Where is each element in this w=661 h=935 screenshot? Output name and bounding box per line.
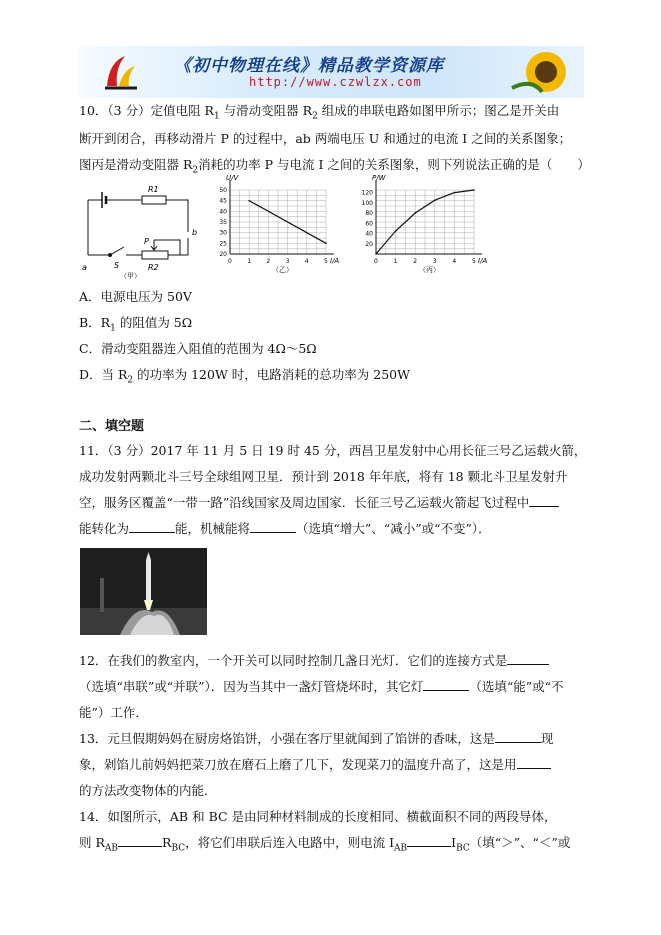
y-tick-label: 25 <box>219 240 227 248</box>
r2-label: R2 <box>148 263 159 272</box>
q12-line2: （选填“串联”或“并联”）．因为当其中一盏灯管烧坏时，其它灯 （选填“能”或“不 <box>79 679 564 694</box>
x-tick-label: 5 <box>324 258 328 265</box>
data-point <box>434 199 436 201</box>
x-tick-label: 0 <box>228 258 232 265</box>
answer-blank[interactable] <box>529 494 559 507</box>
x-tick-label: 4 <box>304 258 309 265</box>
q10-line3: 图丙是滑动变阻器 $R_2$消耗的功率 P 与电流 I 之间的关系图象，则下列说法正确的是（ ） <box>79 157 590 176</box>
q11-line3: 空，服务区覆盖“一带一路”沿线国家及周边国家．长征三号乙运载火箭起飞过程中 <box>79 494 559 512</box>
chart-caption: （丙） <box>419 266 440 274</box>
a-label: a <box>82 263 87 272</box>
answer-blank[interactable] <box>118 834 162 847</box>
x-tick-label: 3 <box>285 258 290 265</box>
y-tick-label: 100 <box>361 199 373 207</box>
rocket-launch-photo <box>80 548 207 635</box>
y-axis-label: P/W <box>372 174 386 182</box>
x-tick-label: 2 <box>413 258 418 265</box>
data-point <box>395 230 397 232</box>
x-tick-label: 1 <box>393 258 398 265</box>
q11-line1: 11．（3 分）2017 年 11 月 5 日 19 时 45 分，西昌卫星发射中心用长征三号乙运载火箭， <box>79 443 587 458</box>
answer-blank[interactable] <box>250 520 296 533</box>
answer-blank[interactable] <box>495 730 541 743</box>
data-point <box>454 192 456 194</box>
banner-url: http://www.czwlzx.com <box>249 75 422 89</box>
y-tick-label: 120 <box>361 189 373 197</box>
x-tick-label: 2 <box>266 258 271 265</box>
q10-line2: 断开到闭合，再移动滑片 P 的过程中，ab 两端电压 U 和通过的电流 I 之间的关系图象； <box>79 131 572 146</box>
answer-blank[interactable] <box>423 678 469 691</box>
p-label: P <box>144 237 149 246</box>
banner-title: 《初中物理在线》精品教学资源库 <box>174 56 444 76</box>
q11-line4: 能转化为 能，机械能将 （选填“增大”、“减小”或“不变”）． <box>79 521 491 536</box>
y-tick-label: 40 <box>365 230 373 238</box>
q14-line2: 则 $R_{AB}$ $R_{BC}$，将它们串联后连入电路中，则电流 $I_{AB}$ $I_{BC}$（填“＞”、“＜”或 <box>79 835 571 854</box>
logo-icon <box>101 52 141 92</box>
option-c[interactable]: C．滑动变阻器连入阻值的范围为 4Ω～5Ω <box>79 341 317 356</box>
q13-line1: 13．元旦假期妈妈在厨房烙馅饼，小强在客厅里就闻到了馅饼的香味，这是 现 <box>79 731 554 746</box>
y-tick-label: 80 <box>365 210 373 218</box>
option-b[interactable]: B．$R_1$ 的阻值为 5Ω <box>79 315 193 334</box>
data-point <box>414 212 416 214</box>
answer-blank[interactable] <box>517 756 551 769</box>
graph-yi <box>208 174 340 280</box>
x-tick-label: 0 <box>374 258 378 265</box>
q12-line3: 能”）工作． <box>79 705 148 720</box>
caption-jia: （甲） <box>120 272 141 280</box>
q14-line1: 14．如图所示，AB 和 BC 是由同种材料制成的长度相同、横截面积不同的两段导体， <box>79 809 557 824</box>
q13-line2: 象，剁馅儿前妈妈把菜刀放在磨石上磨了几下，发现菜刀的温度升高了，这是用 <box>79 756 551 774</box>
graph-bing <box>350 174 488 280</box>
answer-blank[interactable] <box>129 520 175 533</box>
x-tick-label: 5 <box>472 258 476 265</box>
b-label: b <box>192 228 198 237</box>
y-tick-label: 20 <box>365 240 373 248</box>
option-d[interactable]: D．当 $R_2$ 的功率为 120W 时，电路消耗的总功率为 250W <box>79 367 410 386</box>
data-point <box>375 253 377 255</box>
x-tick-label: 4 <box>452 258 457 265</box>
y-tick-label: 40 <box>219 208 227 216</box>
q10-line1: 10．（3 分）定值电阻 $R_1$ 与滑动变阻器 $R_2$ 组成的串联电路如图甲所示；图乙是开关由 <box>79 103 560 122</box>
answer-blank[interactable] <box>407 834 451 847</box>
q11-line2: 成功发射两颗北斗三号全球组网卫星．预计到 2018 年年底，将有 18 颗北斗卫星发射升 <box>79 469 568 484</box>
answer-blank[interactable] <box>507 652 549 665</box>
x-tick-label: 1 <box>247 258 252 265</box>
x-axis-label: I/A <box>330 257 340 265</box>
y-tick-label: 50 <box>219 187 227 194</box>
chart-caption: （乙） <box>272 266 293 274</box>
r1-label: R1 <box>148 185 159 194</box>
y-tick-label: 35 <box>219 219 227 226</box>
circuit-diagram <box>80 180 205 280</box>
y-tick-label: 60 <box>365 220 373 228</box>
data-point <box>325 243 327 245</box>
y-tick-label: 20 <box>219 251 227 258</box>
q13-line3: 的方法改变物体的内能． <box>79 783 217 798</box>
q12-line1: 12．在我们的教室内，一个开关可以同时控制几盏日光灯．它们的连接方式是 <box>79 652 549 670</box>
y-axis-label: U/V <box>226 174 239 182</box>
header-banner <box>79 46 584 98</box>
x-tick-label: 3 <box>432 258 437 265</box>
y-tick-label: 30 <box>219 229 227 237</box>
data-point <box>248 200 250 202</box>
x-axis-label: I/A <box>478 257 488 265</box>
sunflower-icon <box>512 48 576 96</box>
data-point <box>473 189 475 191</box>
s-label: S <box>114 261 120 270</box>
option-a[interactable]: A．电源电压为 50V <box>79 289 192 304</box>
y-tick-label: 45 <box>219 197 227 205</box>
section-title: 二、填空题 <box>79 419 145 434</box>
